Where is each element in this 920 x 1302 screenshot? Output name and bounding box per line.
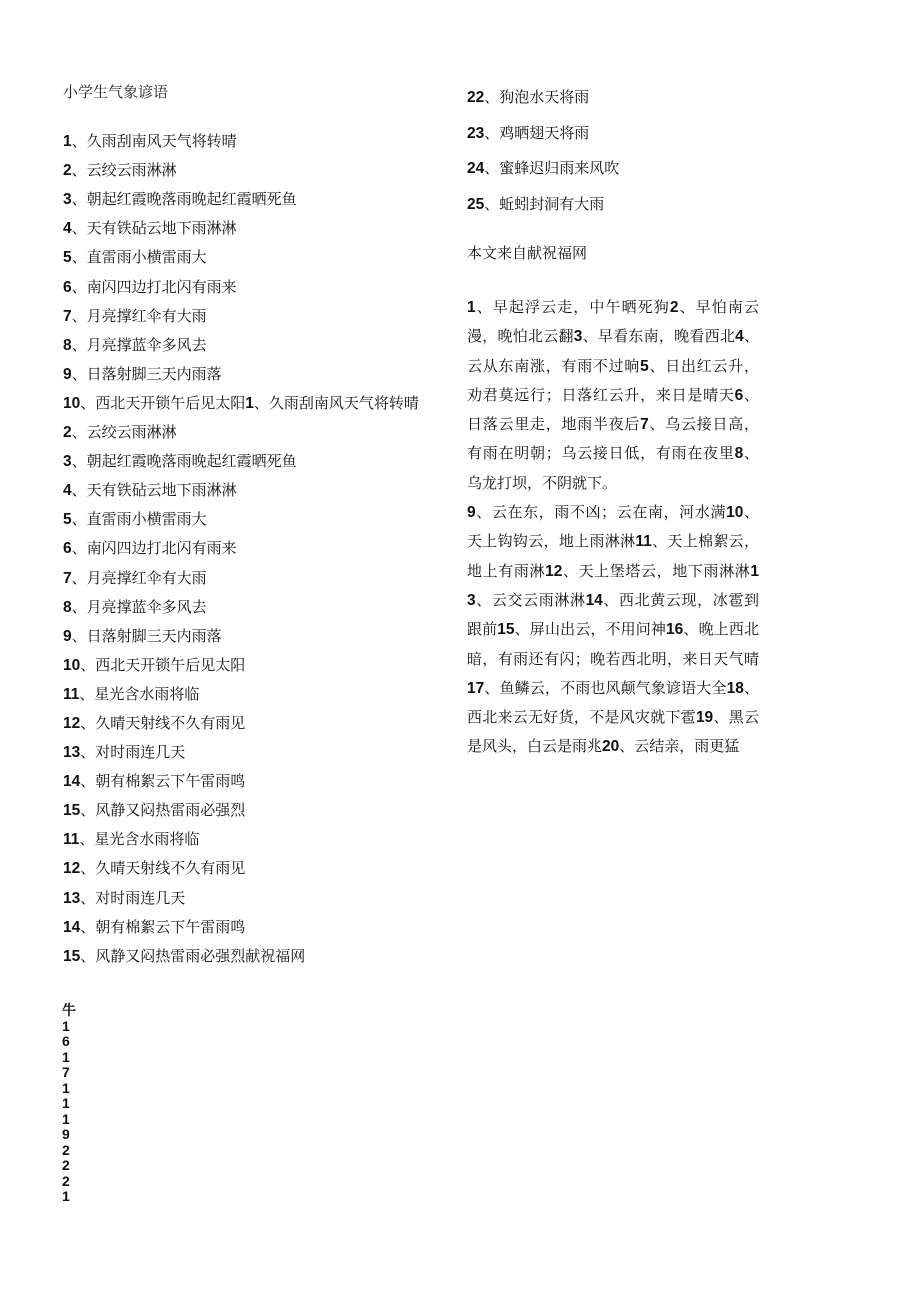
left-column xyxy=(63,78,458,971)
cropped-fragment: 1 xyxy=(62,1110,70,1127)
item-text: 、天上棉絮云，地上有雨淋 xyxy=(467,532,759,580)
cropped-fragment: 2 xyxy=(62,1172,70,1189)
list-item xyxy=(63,302,458,331)
item-number: 22 xyxy=(467,89,485,106)
item-number: 3 xyxy=(63,191,72,209)
list-item xyxy=(63,389,458,418)
cropped-fragment: 7 xyxy=(62,1064,70,1080)
item-number: 24 xyxy=(467,160,485,177)
item-text: 、乌龙打坝，不阴就下。 xyxy=(467,444,759,492)
item-text: 、星光含水雨将临 xyxy=(79,684,200,703)
right-column xyxy=(467,80,767,762)
proverb-list-right xyxy=(467,80,767,222)
list-item xyxy=(63,854,458,883)
item-text: 、早怕南云漫，晚怕北云翻 xyxy=(467,298,759,346)
list-item xyxy=(467,116,767,152)
item-number: 3 xyxy=(63,453,72,471)
item-number: 5 xyxy=(63,249,72,267)
list-item xyxy=(63,273,458,302)
item-text: 、久雨刮南风天气将转晴 xyxy=(71,132,237,151)
item-text: 、直雷雨小横雷雨大 xyxy=(71,248,207,267)
item-text: 、屏山出云，不用问神 xyxy=(514,620,667,639)
list-item xyxy=(63,360,458,389)
item-number: 20 xyxy=(602,738,620,756)
list-item xyxy=(63,825,458,854)
cropped-fragment: 1 xyxy=(62,1079,70,1096)
item-number: 13 xyxy=(467,562,759,609)
item-number: 14 xyxy=(585,591,603,609)
list-item xyxy=(63,331,458,360)
cropped-fragment: 2 xyxy=(62,1141,70,1158)
proverb-list-left xyxy=(63,127,458,971)
item-number: 7 xyxy=(63,569,72,587)
list-item xyxy=(63,505,458,534)
item-number: 8 xyxy=(734,445,744,463)
item-number: 12 xyxy=(545,562,563,580)
list-item xyxy=(63,534,458,563)
item-text: 、乌云接日高，有雨在明朝；乌云接日低，有雨在夜里 xyxy=(467,415,759,463)
item-number: 11 xyxy=(63,831,80,849)
item-text: 、早起浮云走，中午晒死狗 xyxy=(475,298,670,316)
item-text: 、西北天开锁午后见太阳 xyxy=(80,655,246,674)
item-number: 1 xyxy=(467,299,476,316)
item-number: 14 xyxy=(63,773,81,791)
list-item xyxy=(63,243,458,272)
list-item xyxy=(63,447,458,476)
list-item xyxy=(467,151,767,187)
item-number: 14 xyxy=(63,918,81,936)
item-text: 、朝起红霞晚落雨晚起红霞晒死鱼 xyxy=(71,190,297,209)
item-text: 、西北天开锁午后见太阳 xyxy=(80,393,246,412)
item-number: 6 xyxy=(734,386,744,404)
item-text: 、久晴天射线不久有雨见 xyxy=(80,713,246,732)
list-item xyxy=(63,214,458,243)
item-number: 9 xyxy=(467,504,476,522)
cropped-fragment: 9 xyxy=(62,1126,70,1142)
list-item xyxy=(63,622,458,651)
item-number: 2 xyxy=(669,299,679,316)
item-text: 、云绞云雨淋淋 xyxy=(71,161,177,180)
cropped-fragment: 6 xyxy=(62,1033,70,1049)
list-item xyxy=(63,156,458,185)
list-item xyxy=(63,476,458,505)
item-number: 6 xyxy=(63,540,72,558)
source-note: 本文来自献祝福网 xyxy=(467,244,588,262)
item-text: 、狗泡水天将雨 xyxy=(484,88,590,106)
cropped-fragment: 牛 xyxy=(62,1002,76,1018)
item-text: 、西北来云无好货，不是风灾就下雹 xyxy=(467,678,759,727)
item-number: 4 xyxy=(63,220,72,238)
item-number: 1 xyxy=(245,394,254,412)
proverb-paragraph-1 xyxy=(467,293,759,498)
item-text: 、久晴天射线不久有雨见 xyxy=(80,859,246,878)
item-number: 8 xyxy=(63,598,72,616)
list-item xyxy=(63,796,458,825)
item-text: 、星光含水雨将临 xyxy=(79,830,200,849)
item-text: 、天上钩钩云，地上雨淋淋 xyxy=(467,503,759,551)
item-number: 15 xyxy=(497,621,515,639)
item-number: 13 xyxy=(63,744,81,762)
item-number: 6 xyxy=(63,278,72,296)
list-item xyxy=(467,187,767,223)
list-item xyxy=(63,767,458,796)
item-number: 16 xyxy=(666,621,684,639)
item-text: 、天上堡塔云，地下雨淋淋 xyxy=(562,561,751,580)
item-number: 5 xyxy=(63,511,72,529)
item-text: 、鸡晒翅天将雨 xyxy=(484,123,590,142)
item-text: 、日落射脚三天内雨落 xyxy=(71,626,222,645)
item-text: 、早看东南，晚看西北 xyxy=(582,327,736,346)
cropped-fragment: 1 xyxy=(62,1048,70,1065)
item-text: 、朝有棉絮云下午雷雨鸣 xyxy=(80,772,246,791)
cropped-fragment: 1 xyxy=(62,1095,70,1111)
item-number: 12 xyxy=(63,714,81,732)
item-number: 4 xyxy=(63,482,72,500)
item-number: 2 xyxy=(63,162,72,180)
item-text: 、对时雨连几天 xyxy=(80,743,186,762)
item-number: 15 xyxy=(63,947,81,965)
item-number: 23 xyxy=(467,124,485,142)
item-text: 、蚯蚓封洞有大雨 xyxy=(484,194,605,213)
item-number: 1 xyxy=(63,133,72,151)
item-number: 4 xyxy=(735,328,744,346)
item-number: 13 xyxy=(63,889,81,907)
item-number: 12 xyxy=(63,860,81,878)
proverb-paragraph-2 xyxy=(467,498,759,762)
item-text: 、南闪四边打北闪有雨来 xyxy=(71,277,237,296)
list-item xyxy=(63,418,458,447)
item-text: 、天有铁砧云地下雨淋淋 xyxy=(71,481,237,500)
item-text: 、朝有棉絮云下午雷雨鸣 xyxy=(80,917,246,936)
list-item xyxy=(63,127,458,156)
cropped-fragment: 1 xyxy=(62,1017,70,1034)
list-item xyxy=(63,185,458,214)
item-number: 10 xyxy=(726,504,744,522)
item-text: 、云交云雨淋淋 xyxy=(475,590,586,609)
cropped-fragment: 2 xyxy=(62,1157,70,1173)
item-text: 、风静又闷热雷雨必强烈献祝福网 xyxy=(80,946,306,965)
item-number: 3 xyxy=(573,328,583,346)
item-text: 、云结亲，雨更猛 xyxy=(619,737,740,756)
item-text: 、月亮撑蓝伞多风去 xyxy=(71,597,207,616)
item-number: 8 xyxy=(63,336,72,354)
item-text: 、鱼鳞云，不雨也风颠气象谚语大全 xyxy=(484,678,727,697)
item-text: 、晚上西北暗，有雨还有闪；晚若西北明，来日天气晴 xyxy=(467,620,759,668)
item-number: 9 xyxy=(63,627,72,645)
item-number: 11 xyxy=(63,685,80,703)
item-text: 、风静又闷热雷雨必强烈 xyxy=(80,801,246,820)
list-item xyxy=(63,564,458,593)
item-text: 、直雷雨小横雷雨大 xyxy=(71,510,207,529)
item-text: 、日落射脚三天内雨落 xyxy=(71,364,222,383)
list-item xyxy=(467,80,767,116)
cropped-number-fragments xyxy=(62,1002,76,1205)
item-text: 、西北黄云现，冰雹到跟前 xyxy=(467,590,759,639)
list-item xyxy=(63,942,458,971)
document-title: 小学生气象谚语 xyxy=(63,83,169,101)
item-number: 2 xyxy=(63,424,72,442)
item-number: 7 xyxy=(63,307,72,325)
item-text: 、云从东南涨，有雨不过晌 xyxy=(467,327,759,375)
item-text: 、天有铁砧云地下雨淋淋 xyxy=(71,219,237,238)
item-text: 、对时雨连几天 xyxy=(80,888,186,907)
list-item xyxy=(63,593,458,622)
item-number: 9 xyxy=(63,365,72,383)
list-item xyxy=(63,884,458,913)
item-text: 、月亮撑红伞有大雨 xyxy=(71,306,207,325)
item-text: 、蜜蜂迟归雨来风吹 xyxy=(484,159,620,177)
item-number: 15 xyxy=(63,802,81,820)
list-item xyxy=(63,709,458,738)
list-item xyxy=(63,651,458,680)
item-number: 10 xyxy=(63,394,81,412)
item-number: 11 xyxy=(635,533,652,551)
item-text: 、朝起红霞晚落雨晚起红霞晒死鱼 xyxy=(71,452,297,471)
list-item xyxy=(63,680,458,709)
list-item xyxy=(63,913,458,942)
item-text: 、日落云里走，地雨半夜后 xyxy=(467,385,759,434)
cropped-fragment: 1 xyxy=(62,1188,70,1204)
item-text: 、日出红云升，劝君莫远行；日落红云升，来日是晴天 xyxy=(467,356,759,404)
item-text: 、月亮撑红伞有大雨 xyxy=(71,568,207,587)
item-number: 5 xyxy=(640,357,649,375)
list-item xyxy=(63,738,458,767)
item-text: 、云绞云雨淋淋 xyxy=(71,423,177,442)
item-text: 、云在东，雨不凶；云在南，河水满 xyxy=(475,503,727,522)
item-number: 25 xyxy=(467,195,485,213)
item-number: 10 xyxy=(63,656,81,674)
item-text: 、月亮撑蓝伞多风去 xyxy=(71,335,207,354)
item-number: 18 xyxy=(726,679,744,697)
item-text: 、久雨刮南风天气将转晴 xyxy=(253,393,419,412)
item-number: 7 xyxy=(640,416,649,434)
item-text: 、黑云是风头，白云是雨兆 xyxy=(467,708,759,756)
item-text: 、南闪四边打北闪有雨来 xyxy=(71,539,237,558)
item-number: 17 xyxy=(467,679,485,697)
item-number: 19 xyxy=(695,709,714,727)
